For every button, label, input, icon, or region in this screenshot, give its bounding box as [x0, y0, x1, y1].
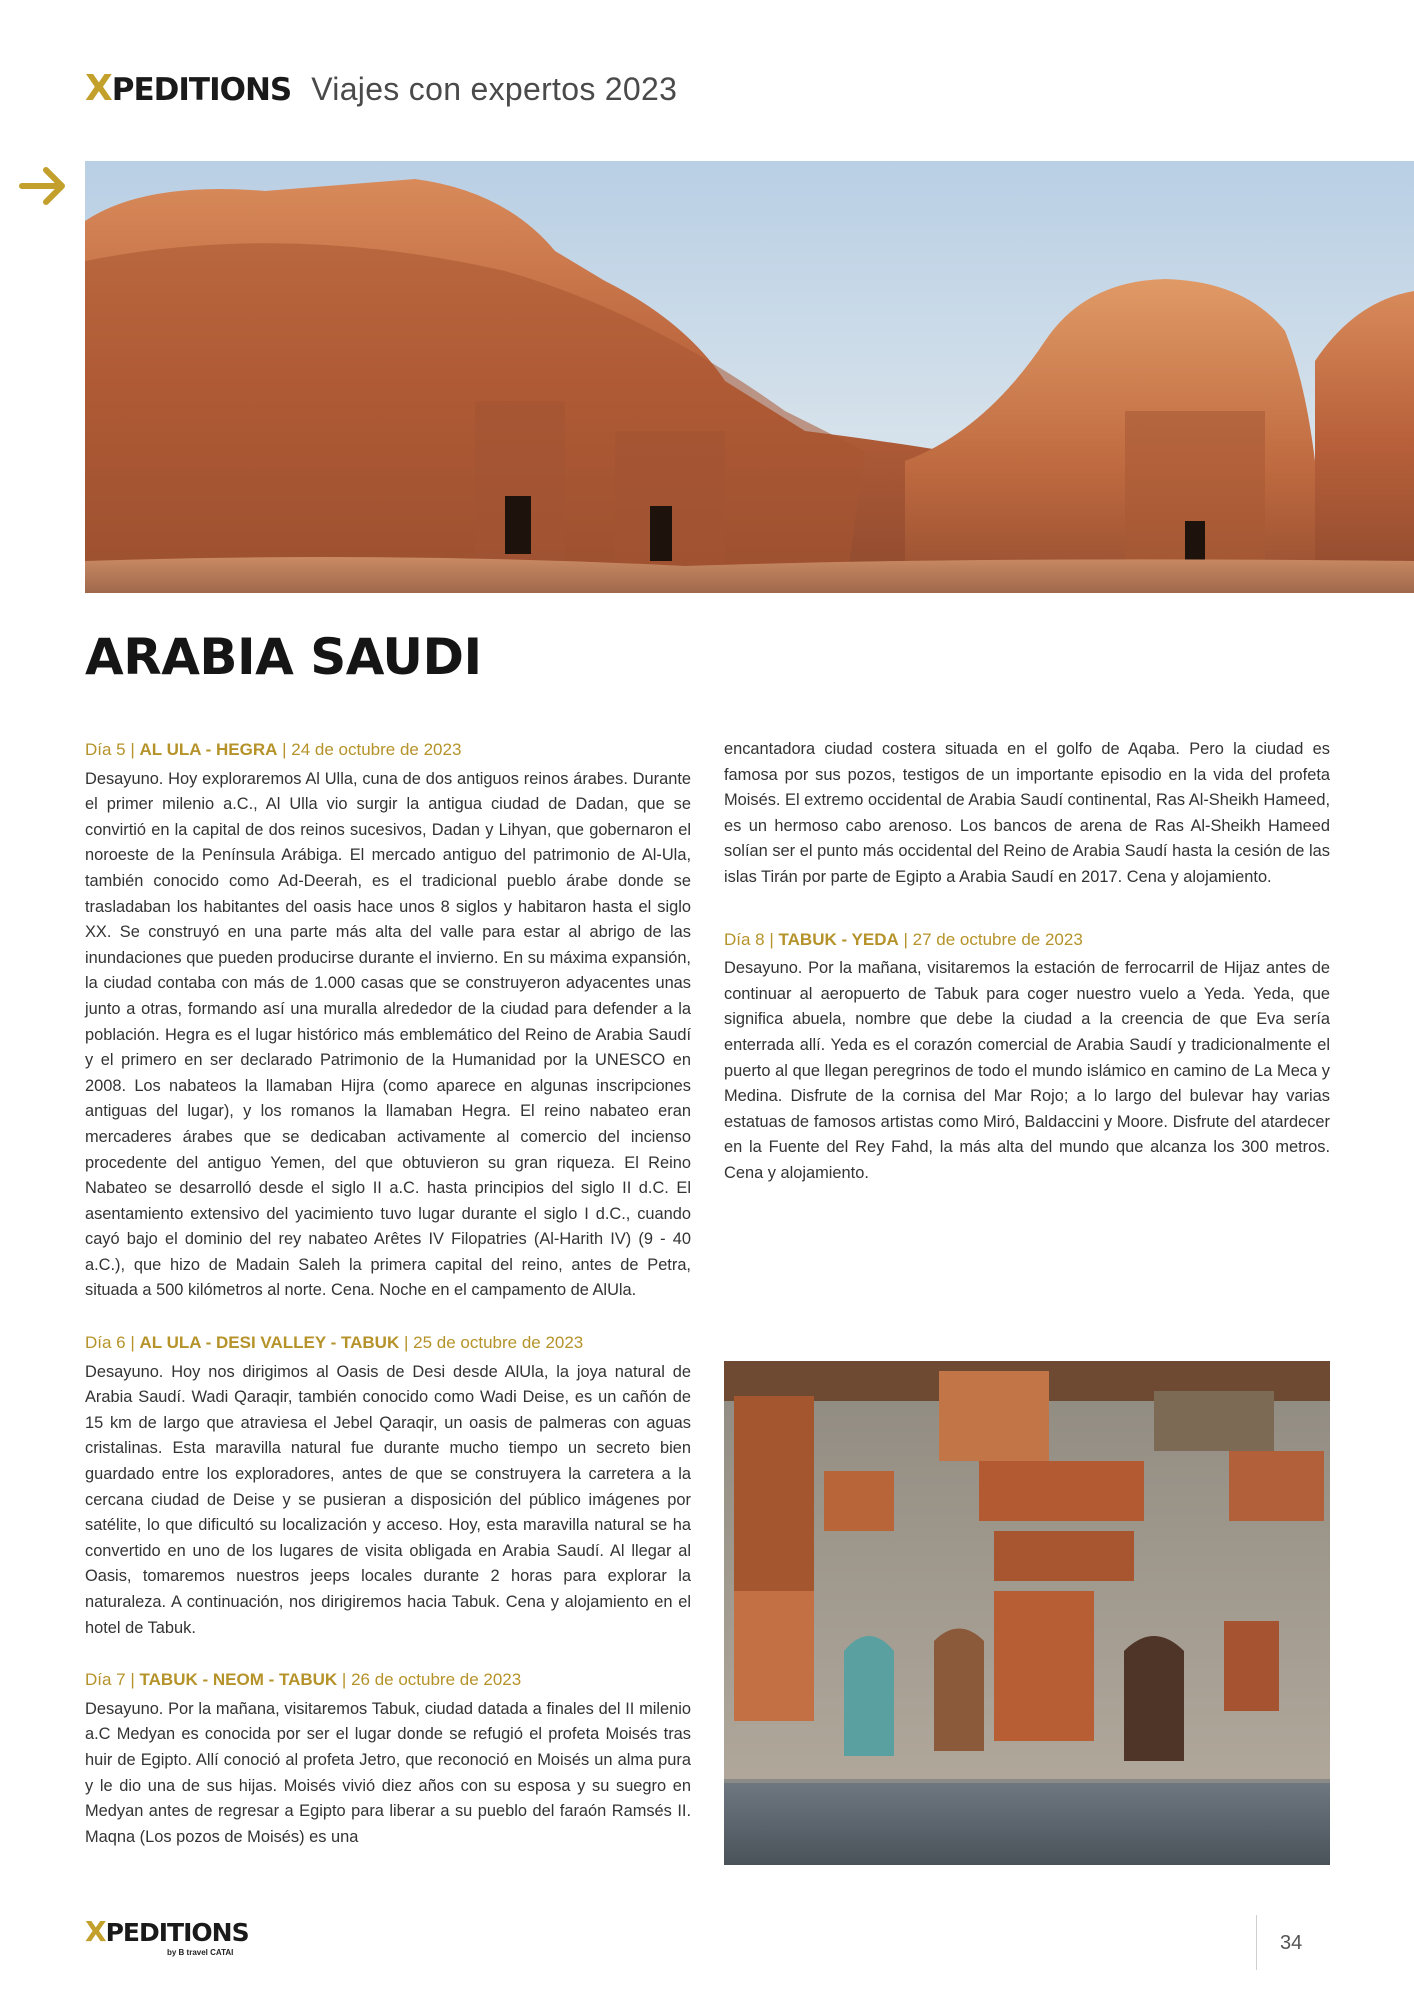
day-description: Desayuno. Hoy nos dirigimos al Oasis de Desi desde AlUla, la joya natural de Arabia Saudí. Wadi Qaraqir, también conocido como Wadi Deise, es un cañón de 15 km de largo que atraviesa el Jebel Qaraqir, un oasis de palmeras con aguas cristalinas. Esta maravilla natural fue durante mucho tiempo un secreto bien guardado entre los exploradores, antes de que se construyera la carretera a la cercana ciudad de Deise y se pusieran a disposición del público imágenes por satélite, lo que dificultó su localización y acceso. Hoy, esta maravilla natural se ha convertido en uno de los lugares de visita obligada en Arabia Saudí. Al llegar al Oasis, tomaremos nuestros jeeps locales durante 2 horas para explorar la naturaleza. A continuación, nos dirigiremos hacia Tabuk. Cena y alojamiento en el hotel de Tabuk. [85, 1362, 691, 1637]
day-section [85, 1667, 691, 1850]
header-tagline: Viajes con expertos 2023 [311, 71, 678, 107]
day-description: Desayuno. Por la mañana, visitaremos la estación de ferrocarril de Hijaz antes de continuar al aeropuerto de Tabuk para coger nuestro vuelo a Yeda. Yeda, que significa abuela, nombre que debe la ciudad a la creencia de que Eva sería enterrada allí. Yeda es el corazón comercial de Arabia Saudí y tradicionalmente el puerto al que llegan peregrinos de todo el mundo islámico en camino de La Meca y Medina. Disfrute de la cornisa del Mar Rojo; a lo largo del bulevar hay varias estatuas de famosos artistas como Miró, Baldaccini y Moore. Disfrute del atardecer en la Fuente del Rey Fahd, la más alta del mundo que alcanza los 300 metros. Cena y alojamiento. [724, 959, 1330, 1182]
footer-logo: XPEDITIONS [85, 1915, 249, 1948]
day-heading: Día 5 | AL ULA - HEGRA | 24 de octubre de 2023 [85, 740, 462, 759]
itinerary-column-right [724, 737, 1330, 1187]
day-section [85, 737, 691, 1304]
day-heading: Día 7 | TABUK - NEOM - TABUK | 26 de octubre de 2023 [85, 1670, 522, 1690]
footer-brand [85, 1915, 249, 1957]
jeddah-facade-image [724, 1361, 1330, 1865]
page-number: 34 [1280, 1932, 1303, 1954]
page-header [85, 68, 677, 109]
arrow-right-icon [18, 160, 70, 212]
day-heading: Día 6 | AL ULA - DESI VALLEY - TABUK | 25 de octubre de 2023 [85, 1333, 584, 1353]
footer-subtitle: by B travel CATAI [167, 1948, 234, 1957]
itinerary-column-left [85, 737, 691, 1850]
day-section [85, 1330, 691, 1641]
day-section [724, 927, 1330, 1187]
brand-logo: XPEDITIONS [85, 68, 292, 109]
page-title: ARABIA SAUDI [85, 628, 482, 686]
page-number-divider [1256, 1915, 1257, 1970]
hero-image-hegra [85, 161, 1414, 593]
day-description-continued: encantadora ciudad costera situada en el golfo de Aqaba. Pero la ciudad es famosa por sus pozos, testigos de un importante episodio en la vida del profeta Moisés. El extremo occidental de Arabia Saudí continental, Ras Al-Sheikh Hameed, es un hermoso cabo arenoso. Los bancos de arena de Ras Al-Sheikh Hameed solían ser el punto más occidental del Reino de Arabia Saudí hasta la cesión de las islas Tirán por parte de Egipto a Arabia Saudí en 2017. Cena y alojamiento. [724, 740, 1330, 886]
day-description: Desayuno. Hoy exploraremos Al Ulla, cuna de dos antiguos reinos árabes. Durante el primer milenio a.C., Al Ulla vio surgir la antigua ciudad de Dadan, que se convirtió en la capital de dos reinos sucesivos, Dadan y Lihyan, que gobernaron el noroeste de la Península Arábiga. El mercado antiguo del patrimonio de Al-Ula, también conocido como Ad-Deerah, es el tradicional pueblo árabe donde se trasladaban los habitantes del oasis hace unos 8 siglos y habitaron hasta el siglo XX. Se construyó en una parte más alta del valle para estar al abrigo de las inundaciones que pueden producirse durante el invierno. En su máxima expansión, la ciudad contaba con más de 1.000 casas que se construyeron adyacentes unas junto a otras, formando así una muralla alrededor de la ciudad para defender a la población. Hegra es el lugar histórico más emblemático del Reino de Arabia Saudí y el primero en ser declarado Patrimonio de la Humanidad por la UNESCO en 2008. Los nabateos la llamaban Hijra (como aparece en algunas inscripciones antiguas del lugar), y los romanos la llamaban Hegra. El reino nabateo eran mercaderes árabes que se dedicaban activamente al comercio del incienso procedente del antiguo Yemen, del que obtuvieron su gran riqueza. El Reino Nabateo se desarrolló desde el siglo II a.C. hasta principios del siglo II d.C. El asentamiento extensivo del yacimiento tuvo lugar durante el siglo I d.C., cuando cayó bajo el dominio del rey nabateo Arêtes IV Filopatries (Al-Harith IV) (9 - 40 a.C.), que hizo de Madain Saleh la primera capital del reino, antes de Petra, situada a 500 kilómetros al norte. Cena. Noche en el campamento de AlUla. [85, 769, 691, 1300]
day-description: Desayuno. Por la mañana, visitaremos Tabuk, ciudad datada a finales del II milenio a.C Medyan es conocida por ser el lugar donde se refugió el profeta Moisés tras huir de Egipto. Allí conoció al profeta Jetro, que reconoció en Moisés un alma pura y le dio una de sus hijas. Moisés vivió diez años con su esposa y su suegro en Medyan antes de regresar a Egipto para liberar a su pueblo del faraón Ramsés II. Maqna (Los pozos de Moisés) es una [85, 1699, 691, 1846]
day-heading: Día 8 | TABUK - YEDA | 27 de octubre de 2023 [724, 929, 1083, 949]
